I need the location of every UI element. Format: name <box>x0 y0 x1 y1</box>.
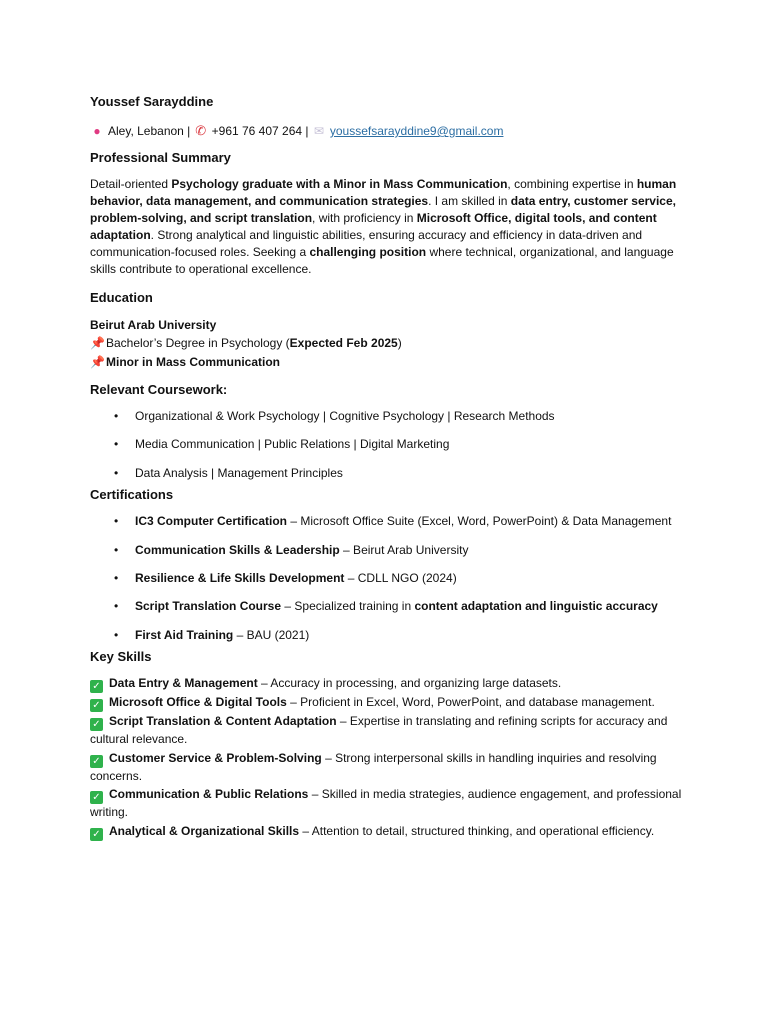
list-item <box>90 513 690 541</box>
coursework-item-text: Data Analysis | Management Principles <box>135 465 343 480</box>
coursework-item-text: Organizational & Work Psychology | Cognitive Psychology | Research Methods <box>135 409 555 423</box>
coursework-list <box>90 408 690 493</box>
list-item <box>90 675 690 693</box>
contact-line <box>90 122 690 140</box>
contact-separator: | <box>302 124 312 138</box>
skill-title: Customer Service & Problem-Solving <box>109 750 322 765</box>
bullet-icon: • <box>114 627 119 642</box>
bullet-icon: • <box>114 409 119 423</box>
list-item <box>90 465 690 493</box>
bullet-icon: • <box>114 514 119 529</box>
list-item <box>90 598 690 626</box>
summary-text: , with proficiency in <box>312 211 417 225</box>
email-link[interactable]: youssefsarayddine9@gmail.com <box>329 124 504 138</box>
minor-text: Minor in Mass Communication <box>106 355 281 369</box>
coursework-heading: Relevant Coursework: <box>90 382 228 397</box>
candidate-name: Youssef Sarayddine <box>90 94 214 109</box>
list-item <box>90 694 690 712</box>
degree-line <box>90 334 690 353</box>
bullet-icon: • <box>114 437 119 452</box>
list-item <box>90 786 690 822</box>
skill-detail: – Attention to detail, structured thinking, and operational efficiency. <box>299 823 655 838</box>
list-item <box>90 570 690 598</box>
certification-title: IC3 Computer Certification <box>135 514 288 529</box>
skill-title: Communication & Public Relations <box>109 787 309 802</box>
certification-detail: – CDLL NGO (2024) <box>344 570 457 585</box>
summary-emphasis: human behavior, data management, and communication strategies <box>90 177 677 208</box>
certification-detail: – Microsoft Office Suite (Excel, Word, PowerPoint) & Data Management <box>287 514 672 529</box>
degree-date: Expected Feb 2025 <box>289 336 398 350</box>
skill-detail: – Proficient in Excel, Word, PowerPoint, and database management. <box>286 695 655 710</box>
skill-title: Microsoft Office & Digital Tools <box>109 695 287 710</box>
location-text: Aley, Lebanon <box>108 124 184 138</box>
pushpin-icon: 📌 <box>90 336 105 350</box>
summary-text: Detail-oriented <box>90 177 172 191</box>
list-item <box>90 436 690 464</box>
check-mark-button-icon: ✓ <box>90 755 103 768</box>
degree-prefix: Bachelor’s Degree in Psychology ( <box>106 336 290 350</box>
skill-detail: – Skilled in media strategies, audience engagement, and professional writing. <box>90 787 682 820</box>
round-pushpin-icon: ● <box>93 124 101 138</box>
certification-title: Resilience & Life Skills Development <box>135 570 345 585</box>
university-name: Beirut Arab University <box>90 318 217 332</box>
certification-detail: – Specialized training in <box>281 599 415 614</box>
summary-emphasis: Psychology graduate with a Minor in Mass Communication <box>171 177 508 191</box>
phone-text: +961 76 407 264 <box>211 124 303 138</box>
certification-detail: – Beirut Arab University <box>339 542 469 557</box>
certification-title: Script Translation Course <box>135 599 282 614</box>
certification-detail: – BAU (2021) <box>233 627 310 642</box>
summary-text: where technical, organizational, and language skills contribute to operational excellence. <box>90 245 674 276</box>
list-item <box>90 542 690 570</box>
resume-page <box>90 92 690 842</box>
check-mark-button-icon: ✓ <box>90 828 103 841</box>
check-mark-button-icon: ✓ <box>90 699 103 712</box>
summary-emphasis: Microsoft Office, digital tools, and content adaptation <box>90 211 657 242</box>
telephone-receiver-icon: ✆ <box>195 123 207 138</box>
pushpin-icon: 📌 <box>90 355 105 369</box>
certifications-list <box>90 513 690 655</box>
certification-title: Communication Skills & Leadership <box>135 542 340 557</box>
summary-text: , combining expertise in <box>507 177 637 191</box>
certification-detail-bold: content adaptation and linguistic accuracy <box>414 599 658 614</box>
skill-title: Analytical & Organizational Skills <box>109 823 300 838</box>
certification-title: First Aid Training <box>135 627 234 642</box>
bullet-icon: • <box>114 599 119 614</box>
bullet-icon: • <box>114 570 119 585</box>
bullet-icon: • <box>114 465 119 480</box>
certifications-heading: Certifications <box>90 487 174 503</box>
minor-line <box>90 353 690 372</box>
list-item <box>90 408 690 436</box>
skill-detail: – Expertise in translating and refining scripts for accuracy and cultural relevance. <box>90 714 668 747</box>
list-item <box>90 713 690 749</box>
contact-separator: | <box>183 124 194 138</box>
summary-text: . I am skilled in <box>428 194 511 208</box>
list-item <box>90 823 690 841</box>
skill-title: Script Translation & Content Adaptation <box>109 714 337 729</box>
summary-paragraph <box>90 176 690 278</box>
summary-text: . Strong analytical and linguistic abilities, ensuring accuracy and efficiency in data-driven and communication-focused roles. Seeking a <box>90 228 643 259</box>
check-mark-button-icon: ✓ <box>90 791 103 804</box>
bullet-icon: • <box>114 542 119 557</box>
skills-list <box>90 675 690 841</box>
list-item <box>90 627 690 655</box>
summary-emphasis: challenging position <box>309 245 427 259</box>
check-mark-button-icon: ✓ <box>90 718 103 731</box>
list-item <box>90 750 690 786</box>
degree-suffix: ) <box>397 336 402 350</box>
coursework-item-text: Media Communication | Public Relations | Digital Marketing <box>135 437 450 452</box>
summary-heading: Professional Summary <box>90 150 231 165</box>
summary-emphasis: data entry, customer service, problem-solving, and script translation <box>90 194 676 225</box>
skill-detail: – Strong interpersonal skills in handling inquiries and resolving concerns. <box>90 750 657 783</box>
envelope-icon: ✉ <box>313 124 324 138</box>
key-skills-heading: Key Skills <box>90 649 152 665</box>
education-heading: Education <box>90 290 153 305</box>
check-mark-button-icon: ✓ <box>90 680 103 693</box>
skill-title: Data Entry & Management <box>109 676 258 691</box>
skill-detail: – Accuracy in processing, and organizing large datasets. <box>257 676 562 691</box>
